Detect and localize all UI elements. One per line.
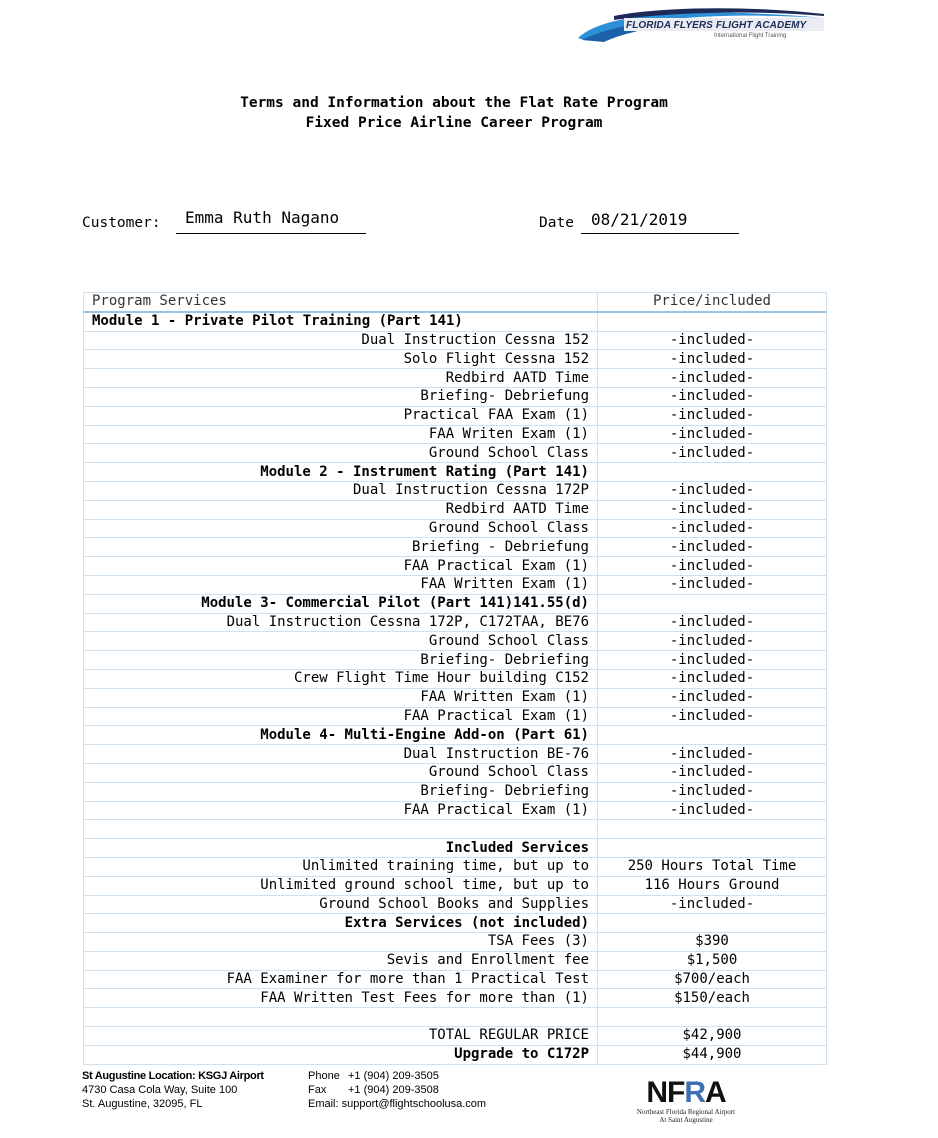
date-underline (581, 233, 739, 234)
table-row (84, 745, 827, 764)
service-cell (84, 820, 598, 839)
nfra-mark-r: R (684, 1076, 705, 1109)
nfra-mark-nf: NF (646, 1076, 685, 1109)
price-cell: -included- (598, 575, 827, 594)
table-row (84, 538, 827, 557)
price-cell: -included- (598, 895, 827, 914)
service-cell: FAA Written Exam (1) (84, 575, 598, 594)
logo-brand-text: FLORIDA FLYERS FLIGHT ACADEMY (626, 20, 807, 31)
service-cell: Dual Instruction Cessna 172P, C172TAA, BE76 (84, 613, 598, 632)
table-row (84, 331, 827, 350)
price-cell (598, 312, 827, 331)
price-cell (598, 726, 827, 745)
table-row (84, 444, 827, 463)
service-cell: Upgrade to C172P (84, 1045, 598, 1064)
service-cell: Ground School Class (84, 444, 598, 463)
table-row (84, 651, 827, 670)
table-row (84, 688, 827, 707)
table-row (84, 857, 827, 876)
nfra-mark (616, 1078, 756, 1108)
service-cell: Module 2 - Instrument Rating (Part 141) (84, 463, 598, 482)
email-address[interactable]: support@flightschoolusa.com (341, 1098, 487, 1110)
table-row (84, 669, 827, 688)
service-cell: Ground School Class (84, 763, 598, 782)
service-cell: FAA Written Exam (1) (84, 688, 598, 707)
footer-address-line1: 4730 Casa Cola Way, Suite 100 (82, 1084, 238, 1096)
table-row (84, 425, 827, 444)
customer-label: Customer: (82, 215, 161, 231)
service-cell: Dual Instruction BE-76 (84, 745, 598, 764)
price-cell: -included- (598, 745, 827, 764)
phone-number: +1 (904) 209-3505 (348, 1070, 439, 1082)
footer-contact (308, 1069, 486, 1111)
price-cell: -included- (598, 350, 827, 369)
table-row (84, 951, 827, 970)
price-cell: -included- (598, 538, 827, 557)
price-cell: -included- (598, 707, 827, 726)
table-row (84, 914, 827, 933)
table-row (84, 369, 827, 388)
table-row (84, 970, 827, 989)
service-cell: FAA Practical Exam (1) (84, 557, 598, 576)
service-cell: Dual Instruction Cessna 152 (84, 331, 598, 350)
footer-location-title: St Augustine Location: KSGJ Airport (82, 1070, 264, 1082)
table-row (84, 763, 827, 782)
price-cell: -included- (598, 406, 827, 425)
service-cell: Briefing - Debriefung (84, 538, 598, 557)
price-cell: -included- (598, 782, 827, 801)
price-cell: $390 (598, 933, 827, 952)
price-cell: -included- (598, 425, 827, 444)
price-cell: $700/each (598, 970, 827, 989)
service-cell: Extra Services (not included) (84, 914, 598, 933)
price-cell: -included- (598, 613, 827, 632)
service-cell: Module 4- Multi-Engine Add-on (Part 61) (84, 726, 598, 745)
service-cell (84, 1008, 598, 1027)
service-cell: TOTAL REGULAR PRICE (84, 1027, 598, 1046)
price-cell: -included- (598, 444, 827, 463)
academy-logo (574, 8, 830, 50)
logo-tagline: International Flight Training (714, 33, 787, 39)
service-cell: Unlimited training time, but up to (84, 857, 598, 876)
price-cell: -included- (598, 481, 827, 500)
price-cell (598, 463, 827, 482)
price-cell: -included- (598, 651, 827, 670)
service-cell: Briefing- Debriefung (84, 387, 598, 406)
table-row (84, 613, 827, 632)
service-cell: FAA Written Test Fees for more than (1) (84, 989, 598, 1008)
service-cell: Module 1 - Private Pilot Training (Part 141) (84, 312, 598, 331)
table-row (84, 1045, 827, 1064)
service-cell: Included Services (84, 839, 598, 858)
price-cell: -included- (598, 369, 827, 388)
table-row (84, 839, 827, 858)
table-row (84, 895, 827, 914)
header-services: Program Services (84, 293, 598, 312)
service-cell: FAA Practical Exam (1) (84, 707, 598, 726)
table-header-row (84, 293, 827, 312)
table-row (84, 519, 827, 538)
table-row (84, 782, 827, 801)
price-cell: $1,500 (598, 951, 827, 970)
date-value: 08/21/2019 (591, 210, 688, 229)
program-services-table (83, 292, 827, 1065)
price-cell: -included- (598, 669, 827, 688)
service-cell: Redbird AATD Time (84, 500, 598, 519)
service-cell: TSA Fees (3) (84, 933, 598, 952)
price-cell: -included- (598, 632, 827, 651)
page-subtitle: Fixed Price Airline Career Program (305, 115, 603, 131)
header-price: Price/included (598, 293, 827, 312)
table-row (84, 1008, 827, 1027)
fax-label: Fax (308, 1084, 327, 1096)
footer-address-line2: St. Augustine, 32095, FL (82, 1098, 203, 1110)
service-cell: Solo Flight Cessna 152 (84, 350, 598, 369)
price-cell: -included- (598, 500, 827, 519)
service-cell: Ground School Books and Supplies (84, 895, 598, 914)
fax-number: +1 (904) 209-3508 (348, 1084, 439, 1096)
price-cell: -included- (598, 331, 827, 350)
price-cell: 250 Hours Total Time (598, 857, 827, 876)
price-cell: -included- (598, 688, 827, 707)
service-cell: Dual Instruction Cessna 172P (84, 481, 598, 500)
service-cell: Crew Flight Time Hour building C152 (84, 669, 598, 688)
price-cell: $42,900 (598, 1027, 827, 1046)
nfra-line2: At Saint Augustine (659, 1116, 713, 1124)
table-row (84, 350, 827, 369)
service-cell: FAA Writen Exam (1) (84, 425, 598, 444)
service-cell: Briefing- Debriefing (84, 782, 598, 801)
service-cell: FAA Examiner for more than 1 Practical Test (84, 970, 598, 989)
table-row (84, 801, 827, 820)
nfra-logo (616, 1078, 756, 1134)
service-cell: Sevis and Enrollment fee (84, 951, 598, 970)
table-row (84, 387, 827, 406)
customer-underline (176, 233, 366, 234)
table-row (84, 500, 827, 519)
price-cell: $150/each (598, 989, 827, 1008)
table-row (84, 557, 827, 576)
table-row (84, 876, 827, 895)
table-row (84, 933, 827, 952)
table-row (84, 989, 827, 1008)
table-row (84, 481, 827, 500)
price-cell: -included- (598, 557, 827, 576)
table-row (84, 594, 827, 613)
table-row (84, 726, 827, 745)
price-cell (598, 839, 827, 858)
table-row (84, 632, 827, 651)
price-cell (598, 914, 827, 933)
service-cell: Practical FAA Exam (1) (84, 406, 598, 425)
price-cell (598, 1008, 827, 1027)
nfra-line1: Northeast Florida Regional Airport (636, 1108, 736, 1116)
footer-address (82, 1069, 264, 1111)
price-cell (598, 820, 827, 839)
table-row (84, 1027, 827, 1046)
service-cell: Ground School Class (84, 519, 598, 538)
service-cell: Unlimited ground school time, but up to (84, 876, 598, 895)
table-row (84, 312, 827, 331)
customer-name: Emma Ruth Nagano (185, 208, 340, 227)
table-row (84, 707, 827, 726)
service-cell: Redbird AATD Time (84, 369, 598, 388)
price-cell: -included- (598, 801, 827, 820)
service-cell: Module 3- Commercial Pilot (Part 141)141.55(d) (84, 594, 598, 613)
nfra-mark-a: A (705, 1076, 726, 1109)
price-cell: -included- (598, 763, 827, 782)
date-label: Date (539, 215, 574, 231)
table-row (84, 406, 827, 425)
price-cell (598, 594, 827, 613)
price-cell: -included- (598, 519, 827, 538)
service-cell: FAA Practical Exam (1) (84, 801, 598, 820)
table-row (84, 575, 827, 594)
price-cell: -included- (598, 387, 827, 406)
price-cell: 116 Hours Ground (598, 876, 827, 895)
service-cell: Ground School Class (84, 632, 598, 651)
service-cell: Briefing- Debriefing (84, 651, 598, 670)
phone-label: Phone (308, 1070, 340, 1082)
table-row (84, 463, 827, 482)
page-title: Terms and Information about the Flat Rate Program (240, 95, 668, 111)
price-cell: $44,900 (598, 1045, 827, 1064)
email-label: Email: (308, 1098, 339, 1110)
table-row (84, 820, 827, 839)
